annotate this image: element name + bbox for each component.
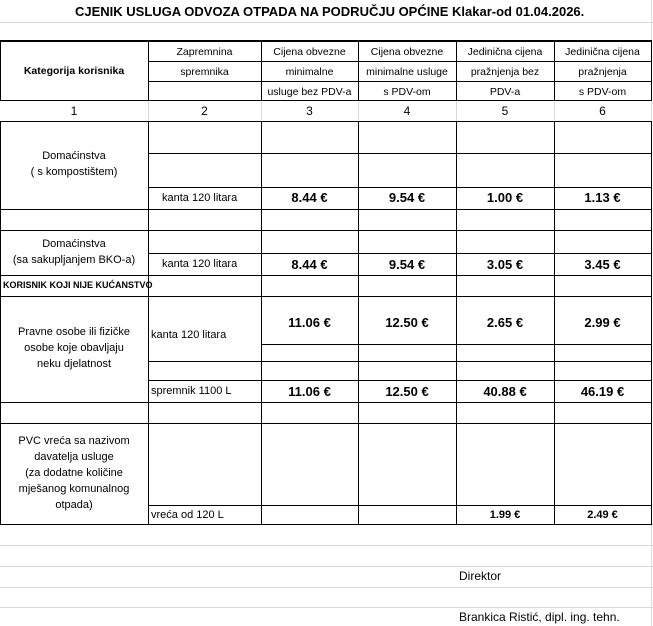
legal-entities-row1-price-3: 11.06 € bbox=[288, 315, 331, 330]
header-category: Kategorija korisnika bbox=[23, 65, 125, 77]
households-bko-price-6: 3.45 € bbox=[584, 257, 621, 272]
header-unit-no-vat-line3: PDV-a bbox=[489, 86, 521, 98]
header-unit-vat-line1: Jedinična cijena bbox=[565, 46, 640, 58]
header-volume-line1: Zapremnina bbox=[176, 46, 233, 58]
header-price-min-no-vat-line3: usluge bez PDV-a bbox=[267, 86, 352, 98]
legal-entities-row2-container: spremnik 1100 L bbox=[151, 385, 232, 397]
legal-entities-row2-price-5: 40.88 € bbox=[483, 384, 527, 399]
households-bko-label-line1: Domaćinstva bbox=[42, 238, 106, 250]
header-price-min-vat-line2: minimalne usluge bbox=[366, 66, 448, 78]
legal-entities-label-line2: osobe koje obavljaju bbox=[24, 342, 124, 354]
pvc-bag-container: vreća od 120 L bbox=[151, 509, 224, 521]
header-price-min-vat-line3: s PDV-om bbox=[383, 86, 431, 98]
pvc-bag-label-line1: PVC vreća sa nazivom bbox=[18, 435, 130, 447]
column-number-6: 6 bbox=[599, 104, 606, 118]
pvc-bag-price-6: 2.49 € bbox=[587, 509, 618, 521]
column-number-2: 2 bbox=[201, 104, 208, 118]
households-bko-container: kanta 120 litara bbox=[162, 258, 238, 270]
header-unit-vat-line2: pražnjenja bbox=[578, 66, 627, 78]
legal-entities-row1-price-5: 2.65 € bbox=[486, 315, 524, 330]
column-number-1: 1 bbox=[70, 104, 78, 118]
pvc-bag-price-5: 1.99 € bbox=[489, 509, 521, 521]
households-compost-price-3: 8.44 € bbox=[291, 190, 328, 205]
households-bko-label-line2: (sa sakupljanjem BKO-a) bbox=[12, 254, 136, 266]
header-unit-vat-line3: s PDV-om bbox=[578, 86, 627, 98]
pvc-bag-label-line5: otpada) bbox=[55, 499, 93, 511]
header-price-min-no-vat-line2: minimalne bbox=[285, 66, 334, 78]
header-price-min-vat-line1: Cijena obvezne bbox=[370, 46, 444, 58]
non-household-heading: KORISNIK KOJI NIJE KUĆANSTVO bbox=[3, 280, 153, 290]
page-title: CJENIK USLUGA ODVOZA OTPADA NA PODRUČJU OPĆINE Klakar-od 01.04.2026. bbox=[75, 4, 585, 19]
header-unit-no-vat-line1: Jedinična cijena bbox=[467, 46, 543, 58]
header-unit-no-vat-line2: pražnjenja bez bbox=[470, 66, 540, 78]
legal-entities-row2-price-3: 11.06 € bbox=[288, 384, 331, 399]
households-compost-price-5: 1.00 € bbox=[486, 190, 524, 205]
pvc-bag-label-line4: mješanog komunalnog bbox=[18, 483, 130, 495]
households-compost-label-line1: Domaćinstva bbox=[42, 150, 106, 162]
households-compost-price-4: 9.54 € bbox=[388, 190, 426, 205]
households-compost-price-6: 1.13 € bbox=[584, 190, 621, 205]
households-compost-label-line2: ( s kompostištem) bbox=[30, 166, 118, 178]
pvc-bag-label-line2: davatelja usluge bbox=[34, 451, 114, 463]
legal-entities-row1-price-6: 2.99 € bbox=[584, 315, 621, 330]
header-price-min-no-vat-line1: Cijena obvezne bbox=[273, 46, 346, 58]
header-volume-line2: spremnika bbox=[180, 66, 229, 78]
legal-entities-label-line1: Pravne osobe ili fizičke bbox=[18, 326, 130, 338]
column-number-4: 4 bbox=[403, 104, 411, 118]
footer-signatory: Brankica Ristić, dipl. ing. tehn. bbox=[459, 610, 620, 624]
pvc-bag-label-line3: (za dodatne količine bbox=[25, 467, 123, 479]
legal-entities-row1-container: kanta 120 litara bbox=[151, 329, 227, 341]
legal-entities-label-line3: neku djelatnost bbox=[37, 358, 111, 370]
households-compost-container: kanta 120 litara bbox=[162, 192, 238, 204]
column-number-5: 5 bbox=[501, 104, 509, 118]
footer-role: Direktor bbox=[459, 569, 502, 583]
households-bko-price-4: 9.54 € bbox=[388, 257, 426, 272]
households-bko-price-5: 3.05 € bbox=[486, 257, 524, 272]
legal-entities-row2-price-4: 12.50 € bbox=[385, 384, 429, 399]
legal-entities-row1-price-4: 12.50 € bbox=[385, 315, 429, 330]
column-number-3: 3 bbox=[306, 104, 313, 118]
legal-entities-row2-price-6: 46.19 € bbox=[580, 384, 625, 399]
households-bko-price-3: 8.44 € bbox=[291, 257, 328, 272]
